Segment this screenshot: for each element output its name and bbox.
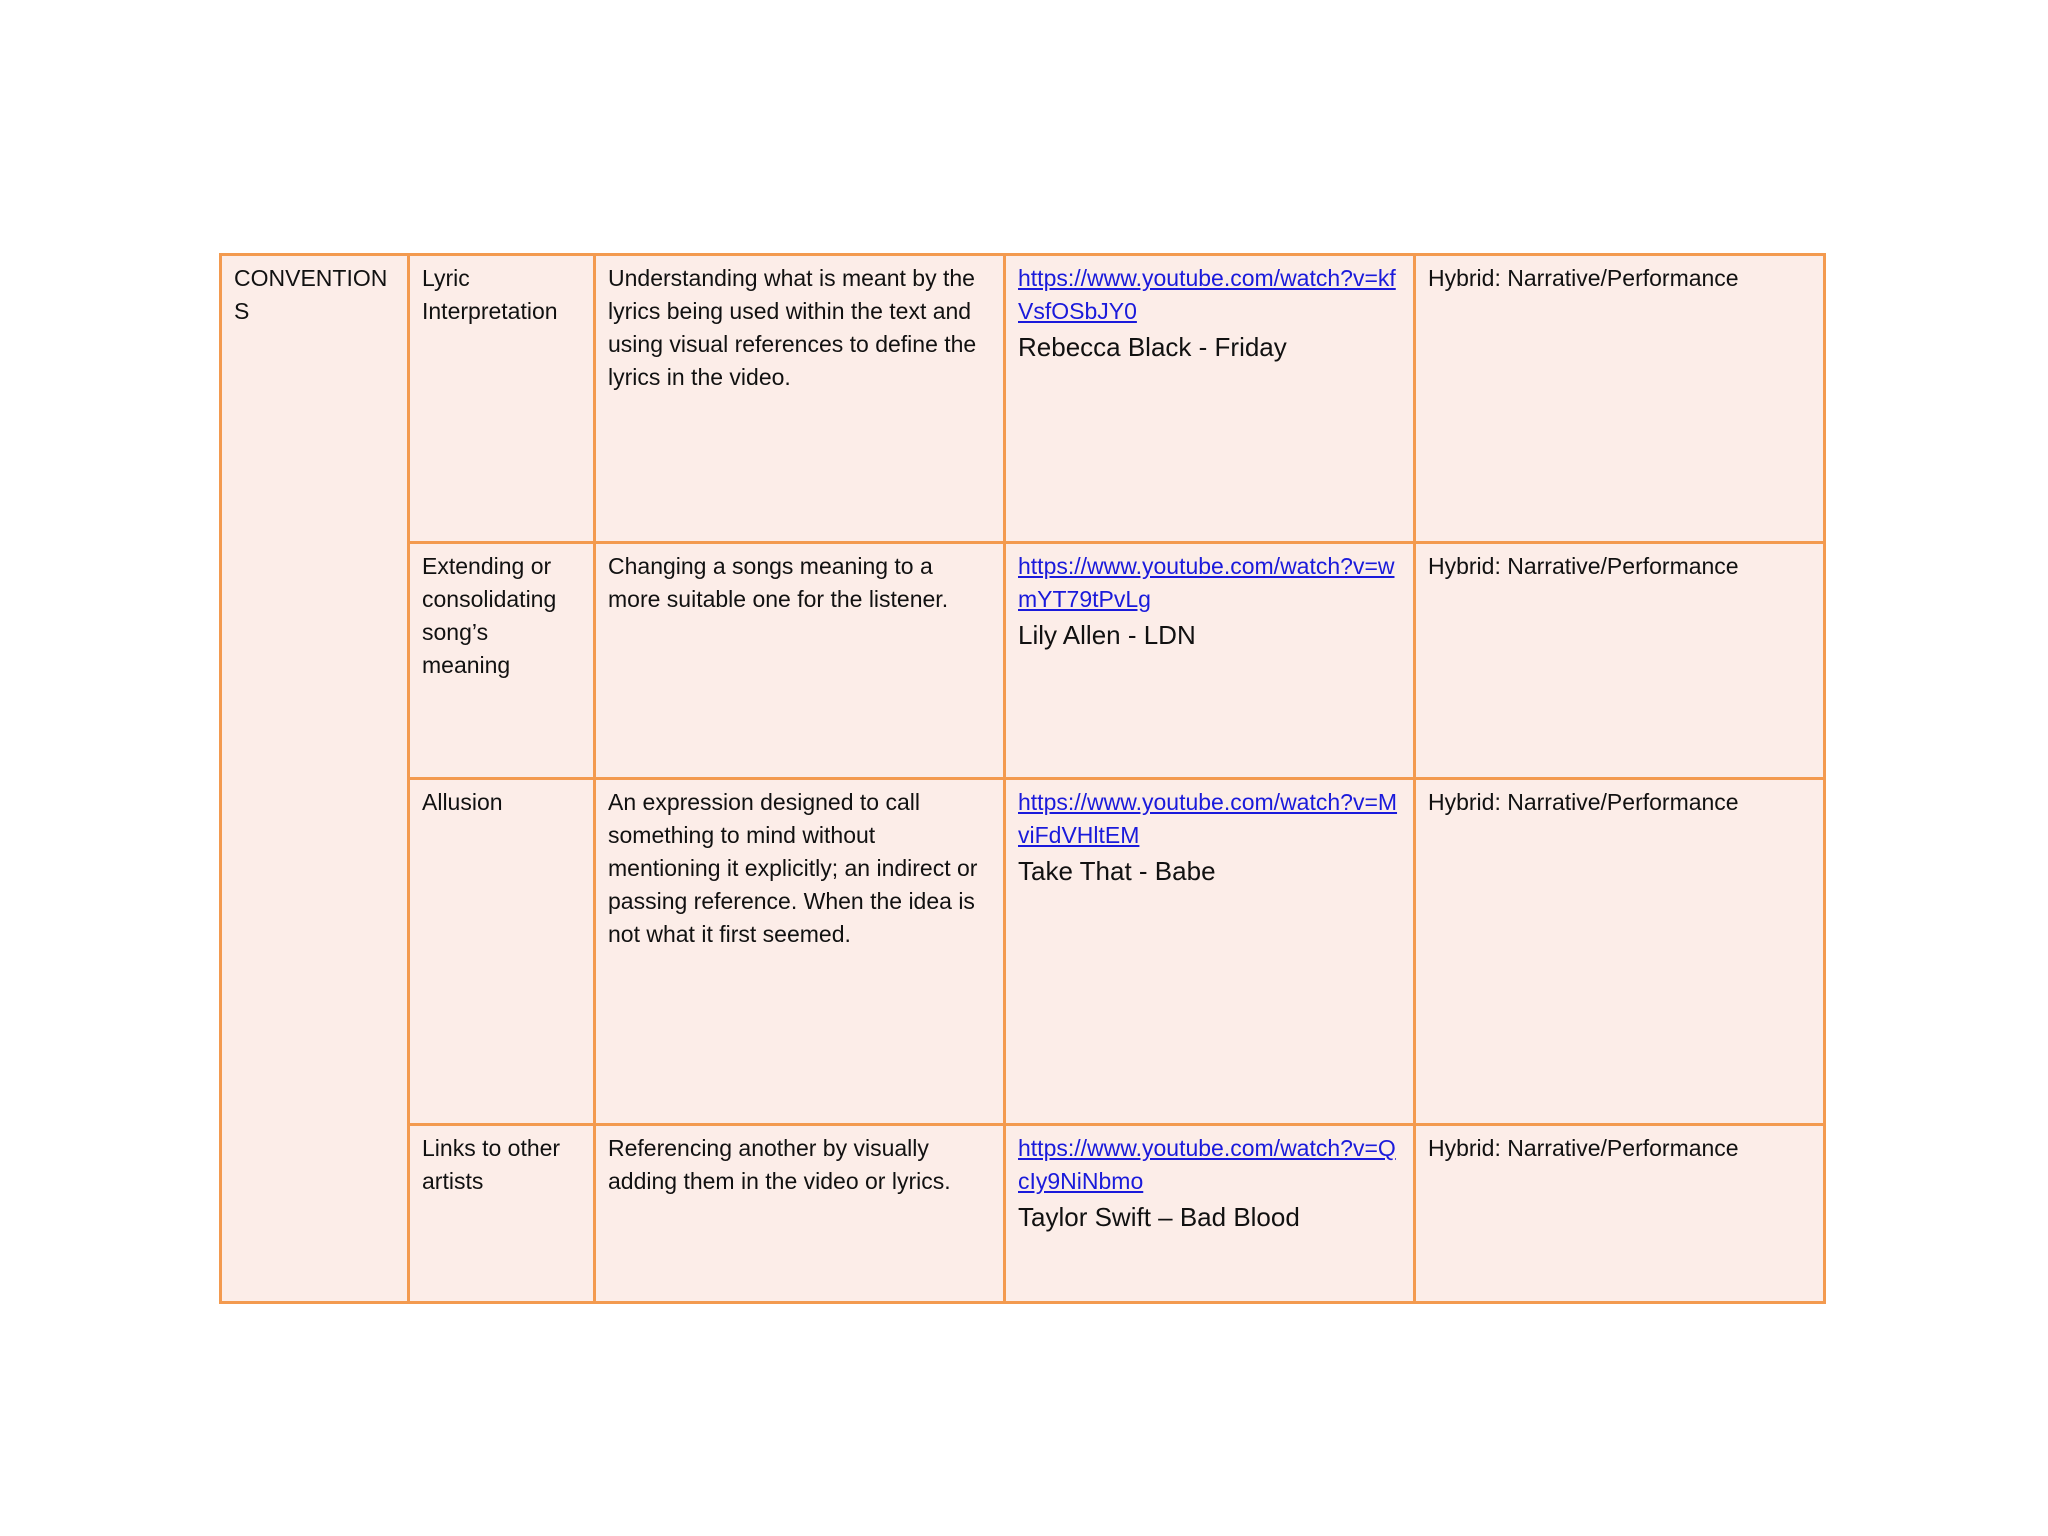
- video-title: Taylor Swift – Bad Blood: [1018, 1202, 1300, 1232]
- description-cell: [595, 779, 1005, 1125]
- convention-name-cell: [409, 255, 595, 543]
- table-row: [221, 543, 1825, 779]
- description-cell: [595, 1125, 1005, 1303]
- table-row: [221, 255, 1825, 543]
- video-type: Hybrid: Narrative/Performance: [1428, 553, 1739, 579]
- video-type: Hybrid: Narrative/Performance: [1428, 1135, 1739, 1161]
- video-link[interactable]: https://www.youtube.com/watch?v=MviFdVHltEM: [1018, 789, 1398, 848]
- description-cell: [595, 255, 1005, 543]
- type-cell: [1415, 255, 1825, 543]
- example-cell: [1005, 255, 1415, 543]
- video-link[interactable]: https://www.youtube.com/watch?v=kfVsfOSbJY0: [1018, 265, 1396, 324]
- convention-name: Links to other artists: [422, 1135, 561, 1194]
- type-cell: [1415, 543, 1825, 779]
- example-cell: [1005, 779, 1415, 1125]
- video-type: Hybrid: Narrative/Performance: [1428, 789, 1739, 815]
- convention-description: Understanding what is meant by the lyrics being used within the text and using visual references to define the lyrics in the video.: [608, 265, 977, 390]
- video-link[interactable]: https://www.youtube.com/watch?v=QcIy9NiNbmo: [1018, 1135, 1396, 1194]
- description-cell: [595, 543, 1005, 779]
- video-link[interactable]: https://www.youtube.com/watch?v=wmYT79tPvLg: [1018, 553, 1395, 612]
- conventions-table: [219, 253, 1826, 1304]
- table-row: [221, 1125, 1825, 1303]
- convention-name: Extending or consolidating song’s meaning: [422, 553, 557, 678]
- convention-name: Allusion: [422, 789, 503, 815]
- convention-description: An expression designed to call something to mind without mentioning it explicitly; an indirect or passing reference. When the idea is not what it first seemed.: [608, 789, 978, 947]
- video-title: Take That - Babe: [1018, 856, 1216, 886]
- video-type: Hybrid: Narrative/Performance: [1428, 265, 1739, 291]
- convention-description: Referencing another by visually adding them in the video or lyrics.: [608, 1135, 951, 1194]
- table-row: [221, 779, 1825, 1125]
- example-cell: [1005, 543, 1415, 779]
- convention-name-cell: [409, 779, 595, 1125]
- example-cell: [1005, 1125, 1415, 1303]
- type-cell: [1415, 1125, 1825, 1303]
- convention-name-cell: [409, 543, 595, 779]
- convention-name: Lyric Interpretation: [422, 265, 558, 324]
- section-label-cell: [221, 255, 409, 1303]
- type-cell: [1415, 779, 1825, 1125]
- section-label: CONVENTIONS: [234, 265, 388, 324]
- video-title: Rebecca Black - Friday: [1018, 332, 1287, 362]
- convention-description: Changing a songs meaning to a more suitable one for the listener.: [608, 553, 949, 612]
- convention-name-cell: [409, 1125, 595, 1303]
- video-title: Lily Allen - LDN: [1018, 620, 1196, 650]
